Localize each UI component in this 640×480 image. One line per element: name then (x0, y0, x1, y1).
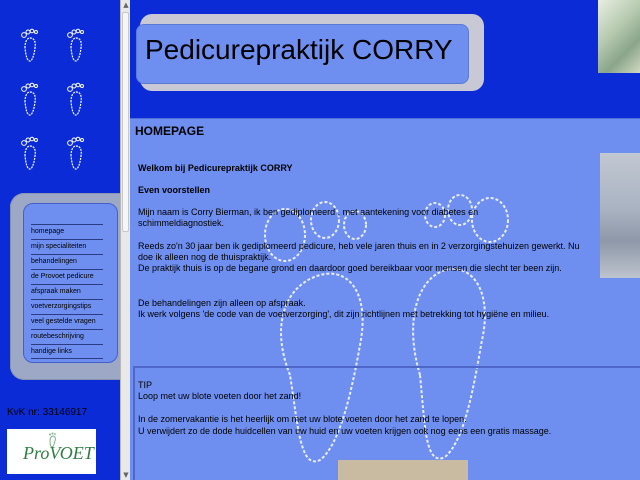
accessibility-paragraph: De praktijk thuis is op de begane grond en daardoor goed bereikbaar voor mensen die slecht ter been zijn. (138, 263, 562, 273)
experience-paragraph: Reeds zo'n 30 jaar ben ik gediplomeerd pedicure, heb vele jaren thuis en in 2 verzorgingstehuizen gewerkt. Nu doe ik alleen nog de thuispraktijk. (138, 241, 580, 262)
footprint-icon (62, 26, 92, 66)
footprint-icon (62, 134, 92, 174)
nav-item-provoet-pedicure[interactable]: de Provoet pedicure (31, 269, 103, 284)
nav-item-homepage[interactable]: homepage (31, 224, 103, 239)
footprint-icon (16, 80, 46, 120)
provoet-logo[interactable] (7, 429, 96, 474)
tip-text-2: U verwijdert zo de dode huidcellen van uw huid en uw voeten krijgen ook nog eens een gratis massage. (138, 426, 552, 436)
tip-text-1: In de zomervakantie is het heerlijk om met uw blote voeten door het zand te lopen. (138, 414, 467, 424)
tip-label: TIP (138, 380, 153, 390)
intro-heading: Even voorstellen (138, 185, 211, 195)
sand-photo (338, 460, 468, 480)
header-photo (598, 0, 640, 73)
kvk-number: KvK nr: 33146917 (7, 407, 88, 418)
nav-item-gestelde-vragen[interactable]: veel gestelde vragen (31, 314, 103, 329)
sidebar-scrollbar[interactable] (120, 0, 130, 480)
nav-item-voetverzorgingstips[interactable]: voetverzorgingstips (31, 299, 103, 314)
intro-paragraph: Mijn naam is Corry Bierman, ik ben gediplomeerd , met aantekening voor diabetes en schimmeldiagnostiek. (138, 207, 479, 228)
welcome-heading: Welkom bij Pedicurepraktijk CORRY (138, 163, 293, 173)
code-text: Ik werk volgens 'de code van de voetverzorging', dit zijn richtlijnen met betrekking tot hygiëne en milieu. (138, 309, 550, 319)
scroll-down-icon[interactable]: ▼ (123, 471, 129, 479)
footprint-icon (16, 26, 46, 66)
nav-item-handige-links[interactable]: handige links (31, 344, 103, 359)
page-title: HOMEPAGE (135, 124, 205, 138)
scrollbar-thumb[interactable] (122, 12, 129, 232)
provoet-logo-text: ProVOET (23, 443, 94, 463)
nav-item-afspraak-maken[interactable]: afspraak maken (31, 284, 103, 299)
scroll-up-icon[interactable]: ▲ (123, 1, 129, 9)
nav-item-behandelingen[interactable]: behandelingen (31, 254, 103, 269)
nav-item-specialiteiten[interactable]: mijn specialiteiten (31, 239, 103, 254)
footprint-icon (62, 80, 92, 120)
practice-photo (600, 153, 640, 278)
footprint-icon (16, 134, 46, 174)
tip-title: Loop met uw blote voeten door het zand! (138, 391, 302, 401)
nav-item-routebeschrijving[interactable]: routebeschrijving (31, 329, 103, 344)
appointment-text: De behandelingen zijn alleen op afspraak. (138, 298, 306, 308)
site-title: Pedicurepraktijk CORRY (145, 34, 453, 65)
